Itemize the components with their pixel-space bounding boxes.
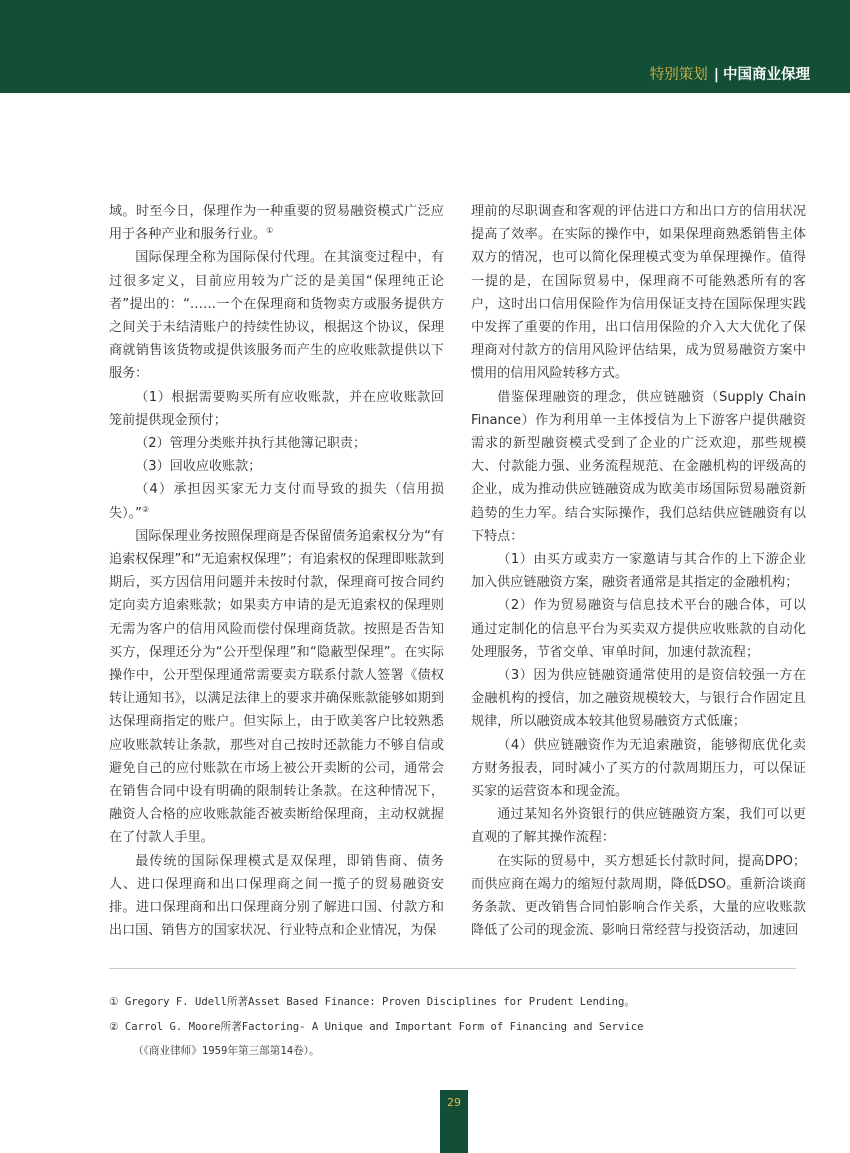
list-item: （3）因为供应链融资通常使用的是资信较强一方在金融机构的授信，加之融资规模较大，与银行合作固定且规律，所以融资成本较其他贸易融资方式低廉； bbox=[471, 668, 806, 730]
list-item: （4）供应链融资作为无追索融资，能够彻底优化卖方财务报表，同时减小了买方的付款周期压力，可以保证买家的运营资本和现金流。 bbox=[471, 737, 806, 800]
footnote-1: ① Gregory F. Udell所著Asset Based Finance: Proven Disciplines for Prudent Lending。 bbox=[109, 996, 636, 1008]
left-column bbox=[109, 200, 444, 943]
paragraph-text: 域。时至今日，保理作为一种重要的贸易融资模式广泛应用于各种产业和服务行业。 bbox=[109, 204, 444, 243]
paragraph: 国际保理全称为国际保付代理。在其演变过程中，有过很多定义，目前应用较为广泛的是美国“保理纯正论者”提出的：“……一个在保理商和货物卖方或服务提供方之间关于未结清账户的持续性协议，根据这个协议，保理商就销售该货物或提供该服务而产生的应收账款提供以下服务： bbox=[109, 250, 444, 382]
list-item bbox=[109, 478, 444, 524]
footnote-2-continuation: （《商业律师》1959年第三部第14卷）。 bbox=[133, 1045, 320, 1057]
paragraph: 通过某知名外资银行的供应链融资方案，我们可以更直观的了解其操作流程： bbox=[471, 807, 806, 846]
paragraph: 在实际的贸易中，买方想延长付款时间，提高DPO；而供应商在竭力的缩短付款周期，降低DSO。重新洽谈商务条款、更改销售合同怕影响合作关系，大量的应收账款降低了公司的现金流、影响日常经营与投资活动，加速回 bbox=[471, 853, 806, 939]
list-item: （2）作为贸易融资与信息技术平台的融合体，可以通过定制化的信息平台为买卖双方提供应收账款的自动化处理服务，节省交单、审单时间，加速付款流程； bbox=[471, 598, 806, 660]
list-item: （3）回收应收账款； bbox=[135, 459, 262, 475]
header-band bbox=[0, 0, 850, 93]
footnote-2: ② Carrol G. Moore所著Factoring- A Unique and Important Form of Financing and Service bbox=[109, 1020, 644, 1033]
header-separator: | bbox=[713, 67, 719, 83]
paragraph: 最传统的国际保理模式是双保理，即销售商、债务人、进口保理商和出口保理商之间一揽子的贸易融资安排。进口保理商和出口保理商分别了解进口国、付款方和出口国、销售方的国家状况、行业特点和企业情况，为保 bbox=[109, 853, 444, 939]
list-item: （1）由买方或卖方一家邀请与其合作的上下游企业加入供应链融资方案，融资者通常是其指定的金融机构； bbox=[471, 552, 806, 591]
paragraph: 借鉴保理融资的理念，供应链融资（Supply Chain Finance）作为利用单一主体授信为上下游客户提供融资需求的新型融资模式受到了企业的广泛欢迎，那些规模大、付款能力强、业务流程规范、在金融机构的评级高的企业，成为推动供应链融资成为欧美市场国际贸易融资新趋势的生力军。结合实际操作，我们总结供应链融资有以下特点： bbox=[471, 389, 806, 544]
footnotes bbox=[109, 990, 799, 1064]
footnote-ref: ① bbox=[266, 226, 274, 236]
section-title: 特别策划 bbox=[649, 67, 708, 83]
footnote-ref: ② bbox=[141, 504, 150, 514]
paragraph bbox=[109, 200, 444, 246]
topic-title: 中国商业保理 bbox=[723, 67, 810, 83]
page-number: 29 bbox=[447, 1096, 461, 1109]
section-header bbox=[650, 66, 810, 84]
right-column bbox=[471, 200, 806, 943]
paragraph: 国际保理业务按照保理商是否保留债务追索权分为“有追索权保理”和“无追索权保理”；有追索权的保理即账款到期后，买方因信用问题并未按时付款，保理商可按合同约定向卖方追索账款；如果卖方申请的是无追索权的保理则无需为客户的信用风险而偿付保理商货款。按照是否告知买方，保理还分为“公开型保理”和“隐蔽型保理”。在实际操作中，公开型保理通常需要卖方联系付款人签署《债权转让通知书》，以满足法律上的要求并确保账款能够如期到达保理商指定的账户。但实际上，由于欧美客户比较熟悉应收账款转让条款，那些对自己按时还款能力不够自信或避免自己的应付账款在市场上被公开卖断的公司，通常会在销售合同中设有明确的限制转让条款。在这种情况下，融资人合格的应收账款能否被卖断给保理商，主动权就握在了付款人手里。 bbox=[109, 528, 444, 846]
list-item: （2）管理分类账并执行其他簿记职责； bbox=[135, 436, 367, 452]
footnote-divider bbox=[109, 968, 796, 969]
paragraph: 理前的尽职调查和客观的评估进口方和出口方的信用状况提高了效率。在实际的操作中，如果保理商熟悉销售主体双方的情况，也可以简化保理模式变为单保理操作。值得一提的是，在国际贸易中，保理商不可能熟悉所有的客户，这时出口信用保险作为信用保证支持在国际保理实践中发挥了重要的作用，出口信用保险的介入大大优化了保理商对付款方的信用风险评估结果，成为贸易融资方案中惯用的信用风险转移方式。 bbox=[471, 204, 806, 382]
page-number-tab bbox=[440, 1090, 468, 1153]
list-item: （1）根据需要购买所有应收账款，并在应收账款回笼前提供现金预付； bbox=[109, 389, 444, 428]
paragraph-text: （4）承担因买家无力支付而导致的损失（信用损失）。” bbox=[109, 482, 444, 521]
